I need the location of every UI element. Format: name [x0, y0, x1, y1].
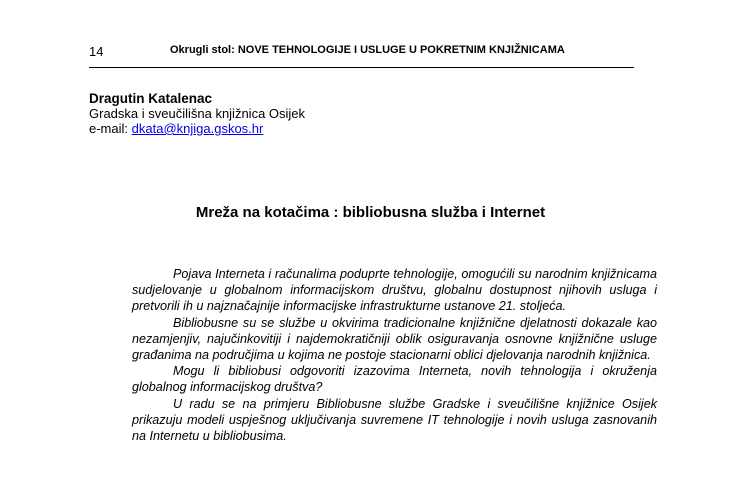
abstract-paragraph: Pojava Interneta i računalima poduprte tehnologije, omogućili su narodnim knjižnicama sudjelovanje u globalnom informacijskom društvu, globalnu dostupnost njihovih usluga i pretvorili ih u najznačajnije informacijske infrastrukturne ustanove 21. stoljeća.: [132, 267, 657, 314]
author-name: Dragutin Katalenac: [89, 91, 213, 106]
running-header: Okrugli stol: NOVE TEHNOLOGIJE I USLUGE U POKRETNIM KNJIŽNICAMA: [170, 44, 565, 56]
author-affiliation: Gradska i sveučilišna knjižnica Osijek: [89, 106, 306, 121]
email-link[interactable]: dkata@knjiga.gskos.hr: [131, 121, 264, 136]
page-number: 14: [89, 44, 104, 59]
abstract: [132, 266, 657, 444]
header-rule: [89, 67, 634, 68]
author-block: [89, 91, 305, 136]
author-email-line: [89, 121, 305, 136]
abstract-paragraph: U radu se na primjeru Bibliobusne službe Gradske i sveučilišne knjižnice Osijek prikazuju modeli uspješnog uključivanja suvremene IT tehnologije i novih usluga zasnovanih na Internetu u bibliobusima.: [132, 396, 657, 444]
abstract-paragraph: Mogu li bibliobusi odgovoriti izazovima Interneta, novih tehnologija i okruženja globalnog informacijskog društva?: [132, 364, 657, 395]
article-title: Mreža na kotačima : bibliobusna služba i Internet: [195, 204, 546, 221]
abstract-paragraph: Bibliobusne su se službe u okvirima tradicionalne knjižnične djelatnosti dokazale kao nezamjenjiv, najučinkovitiji i najdemokratičniji oblik osiguravanja osnovne knjižnične usluge građanima na područjima u kojima ne postoje stacionarni oblici djelovanja narodnih knjižnica.: [132, 315, 657, 363]
email-label: e-mail:: [89, 121, 129, 136]
